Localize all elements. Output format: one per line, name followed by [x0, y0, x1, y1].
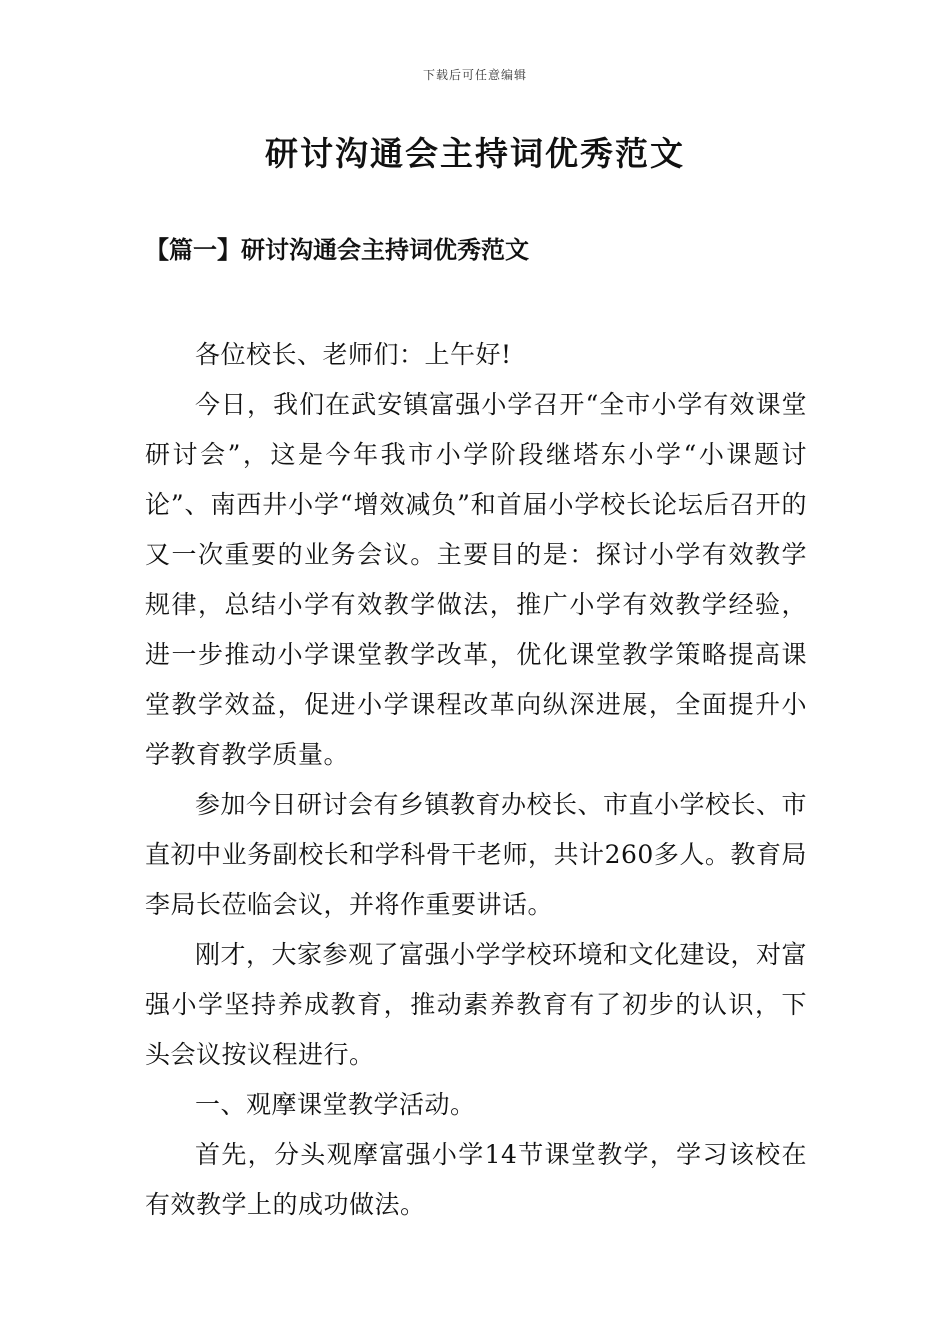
paragraph-observation: 首先，分头观摩富强小学14节课堂教学，学习该校在有效教学上的成功做法。: [145, 1140, 807, 1219]
document-title: 研讨沟通会主持词优秀范文: [265, 134, 685, 173]
paragraph-greeting: 各位校长、老师们：上午好!: [195, 340, 512, 369]
section-heading: 【篇一】研讨沟通会主持词优秀范文: [145, 235, 529, 264]
paragraph-attendees: 参加今日研讨会有乡镇教育办校长、市直小学校长、市直初中业务副校长和学科骨干老师，共计260多人。教育局李局长莅临会议，并将作重要讲话。: [145, 790, 808, 919]
paragraph-purpose: 今日，我们在武安镇富强小学召开“全市小学有效课堂研讨会”，这是今年我市小学阶段继塔东小学“小课题讨论”、南西井小学“增效减负”和首届小学校长论坛后召开的又一次重要的业务会议。主要目的是：探讨小学有效教学规律，总结小学有效教学做法，推广小学有效教学经验，进一步推动小学课堂教学改革，优化课堂教学策略提高课堂教学效益，促进小学课程改革向纵深进展，全面提升小学教育教学质量。: [145, 390, 807, 769]
header-note: 下载后可任意编辑: [422, 68, 527, 82]
paragraph-agenda-item-1: 一、观摩课堂教学活动。: [195, 1090, 476, 1119]
document-body: [145, 330, 807, 1230]
paragraph-visit: 刚才，大家参观了富强小学学校环境和文化建设，对富强小学坚持养成教育，推动素养教育有了初步的认识，下头会议按议程进行。: [145, 940, 808, 1069]
